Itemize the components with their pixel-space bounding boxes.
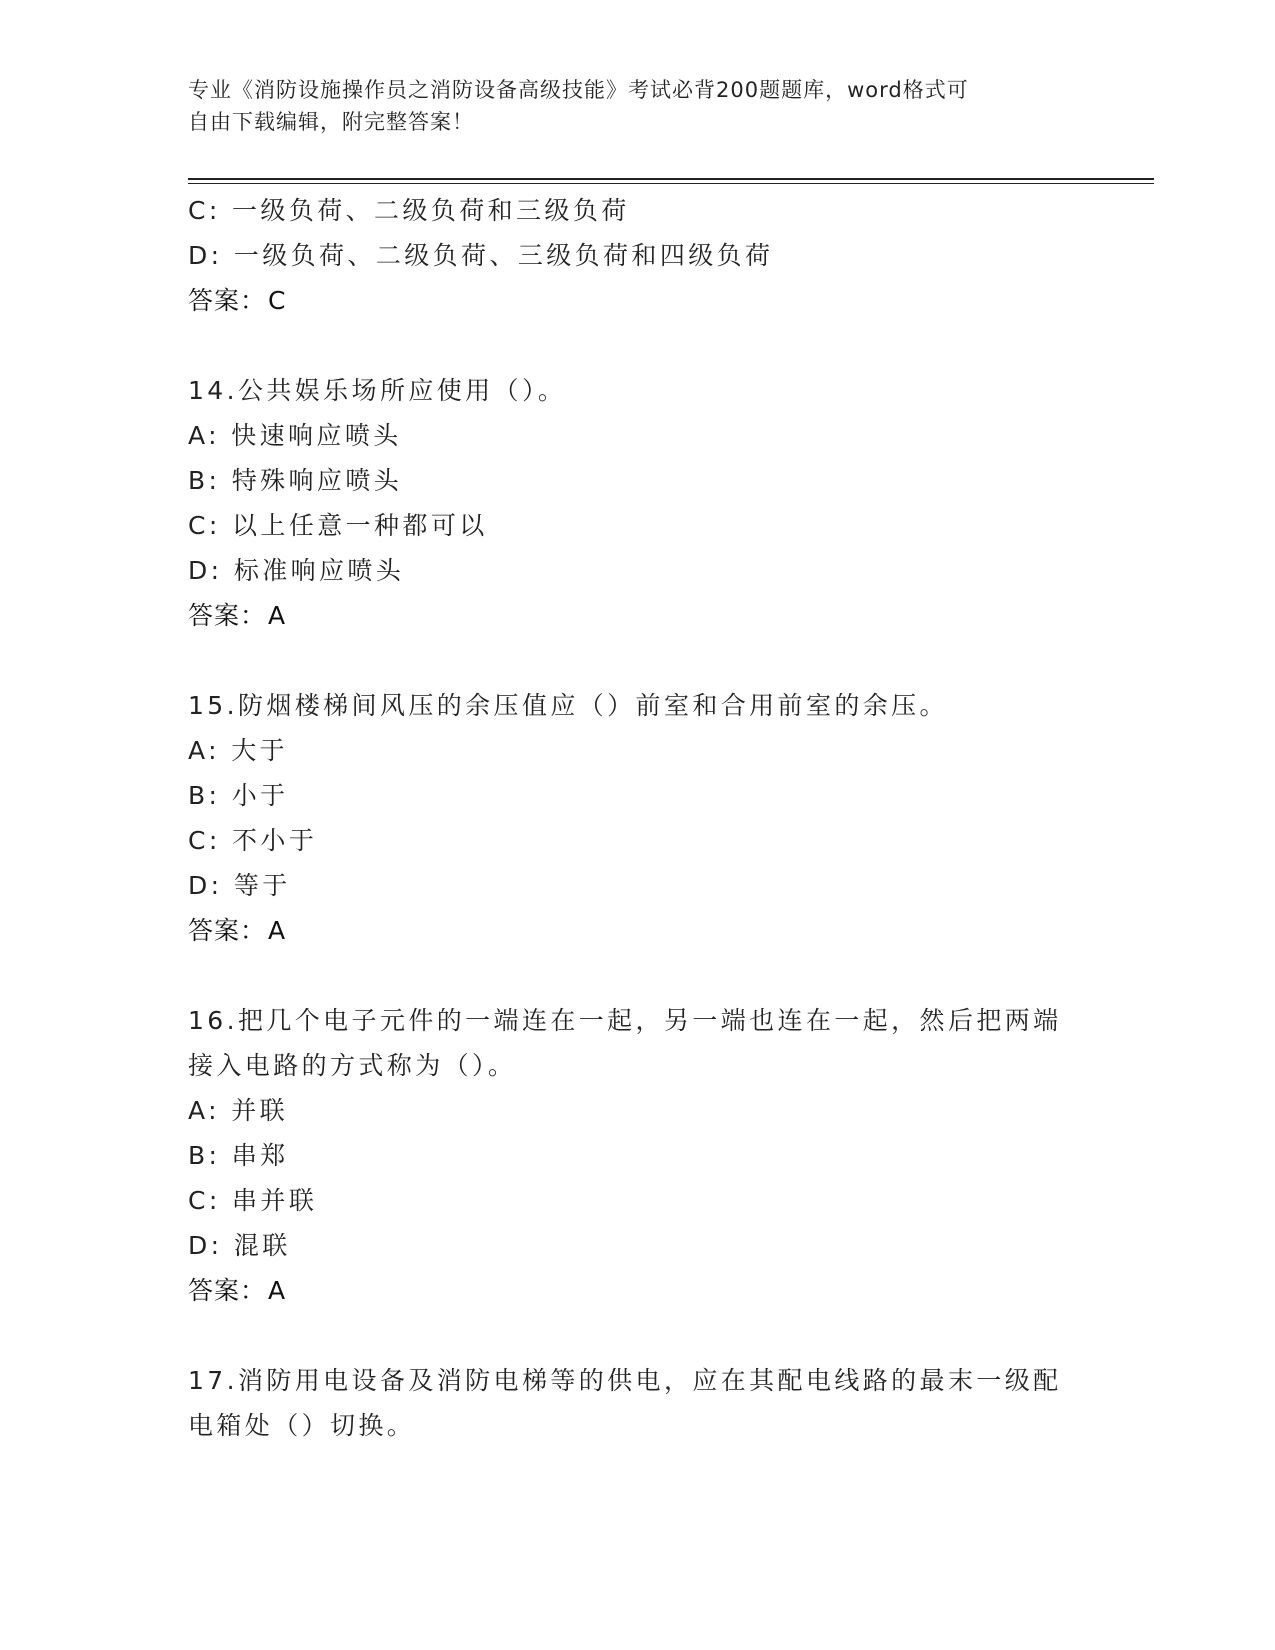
answer-line bbox=[188, 908, 1088, 953]
spacer bbox=[188, 638, 1088, 683]
answer-value: A bbox=[268, 916, 287, 945]
answer-label: 答案： bbox=[188, 916, 267, 945]
option-d: D: 一级负荷、二级负荷、三级负荷和四级负荷 bbox=[188, 241, 774, 270]
option-c: C: 以上任意一种都可以 bbox=[188, 511, 488, 540]
question-stem-line-2: 电箱处（）切换。 bbox=[188, 1411, 416, 1440]
option-c: C: 串并联 bbox=[188, 1186, 318, 1215]
header-line-2: 自由下载编辑，附完整答案！ bbox=[188, 110, 474, 134]
question-stem: 15.防烟楼梯间风压的余压值应（）前室和合用前室的余压。 bbox=[188, 691, 948, 720]
question-16 bbox=[188, 998, 1088, 1313]
option-a: A: 大于 bbox=[188, 736, 289, 765]
spacer bbox=[188, 1313, 1088, 1358]
option-b: B: 串郑 bbox=[188, 1141, 289, 1170]
question-stem-line-1: 17.消防用电设备及消防电梯等的供电，应在其配电线路的最末一级配 bbox=[188, 1366, 1062, 1395]
question-stem-line-1: 16.把几个电子元件的一端连在一起，另一端也连在一起，然后把两端 bbox=[188, 1006, 1062, 1035]
question-17 bbox=[188, 1358, 1088, 1448]
answer-label: 答案： bbox=[188, 601, 267, 630]
option-d: D: 标准响应喷头 bbox=[188, 556, 405, 585]
question-stem-line-2: 接入电路的方式称为（）。 bbox=[188, 1051, 517, 1080]
question-15 bbox=[188, 683, 1088, 953]
answer-line bbox=[188, 278, 1088, 323]
answer-line bbox=[188, 593, 1088, 638]
question-stem: 14.公共娱乐场所应使用（）。 bbox=[188, 376, 567, 405]
spacer bbox=[188, 323, 1088, 368]
header-rule-thin bbox=[188, 183, 1154, 184]
spacer bbox=[188, 953, 1088, 998]
header-rule-thick bbox=[188, 178, 1154, 180]
header-line-1: 专业《消防设施操作员之消防设备高级技能》考试必背200题题库，word格式可 bbox=[188, 78, 969, 102]
question-13-continued bbox=[188, 188, 1088, 323]
answer-value: A bbox=[268, 1276, 287, 1305]
answer-line bbox=[188, 1268, 1088, 1313]
option-d: D: 等于 bbox=[188, 871, 291, 900]
option-c: C: 一级负荷、二级负荷和三级负荷 bbox=[188, 196, 630, 225]
question-14 bbox=[188, 368, 1088, 638]
answer-value: A bbox=[268, 601, 287, 630]
document-header bbox=[188, 74, 1068, 138]
option-b: B: 小于 bbox=[188, 781, 289, 810]
option-a: A: 并联 bbox=[188, 1096, 289, 1125]
option-b: B: 特殊响应喷头 bbox=[188, 466, 403, 495]
answer-value: C bbox=[268, 286, 287, 315]
option-d: D: 混联 bbox=[188, 1231, 291, 1260]
question-content bbox=[188, 188, 1088, 1448]
option-a: A: 快速响应喷头 bbox=[188, 421, 402, 450]
option-c: C: 不小于 bbox=[188, 826, 318, 855]
answer-label: 答案： bbox=[188, 286, 267, 315]
answer-label: 答案： bbox=[188, 1276, 267, 1305]
